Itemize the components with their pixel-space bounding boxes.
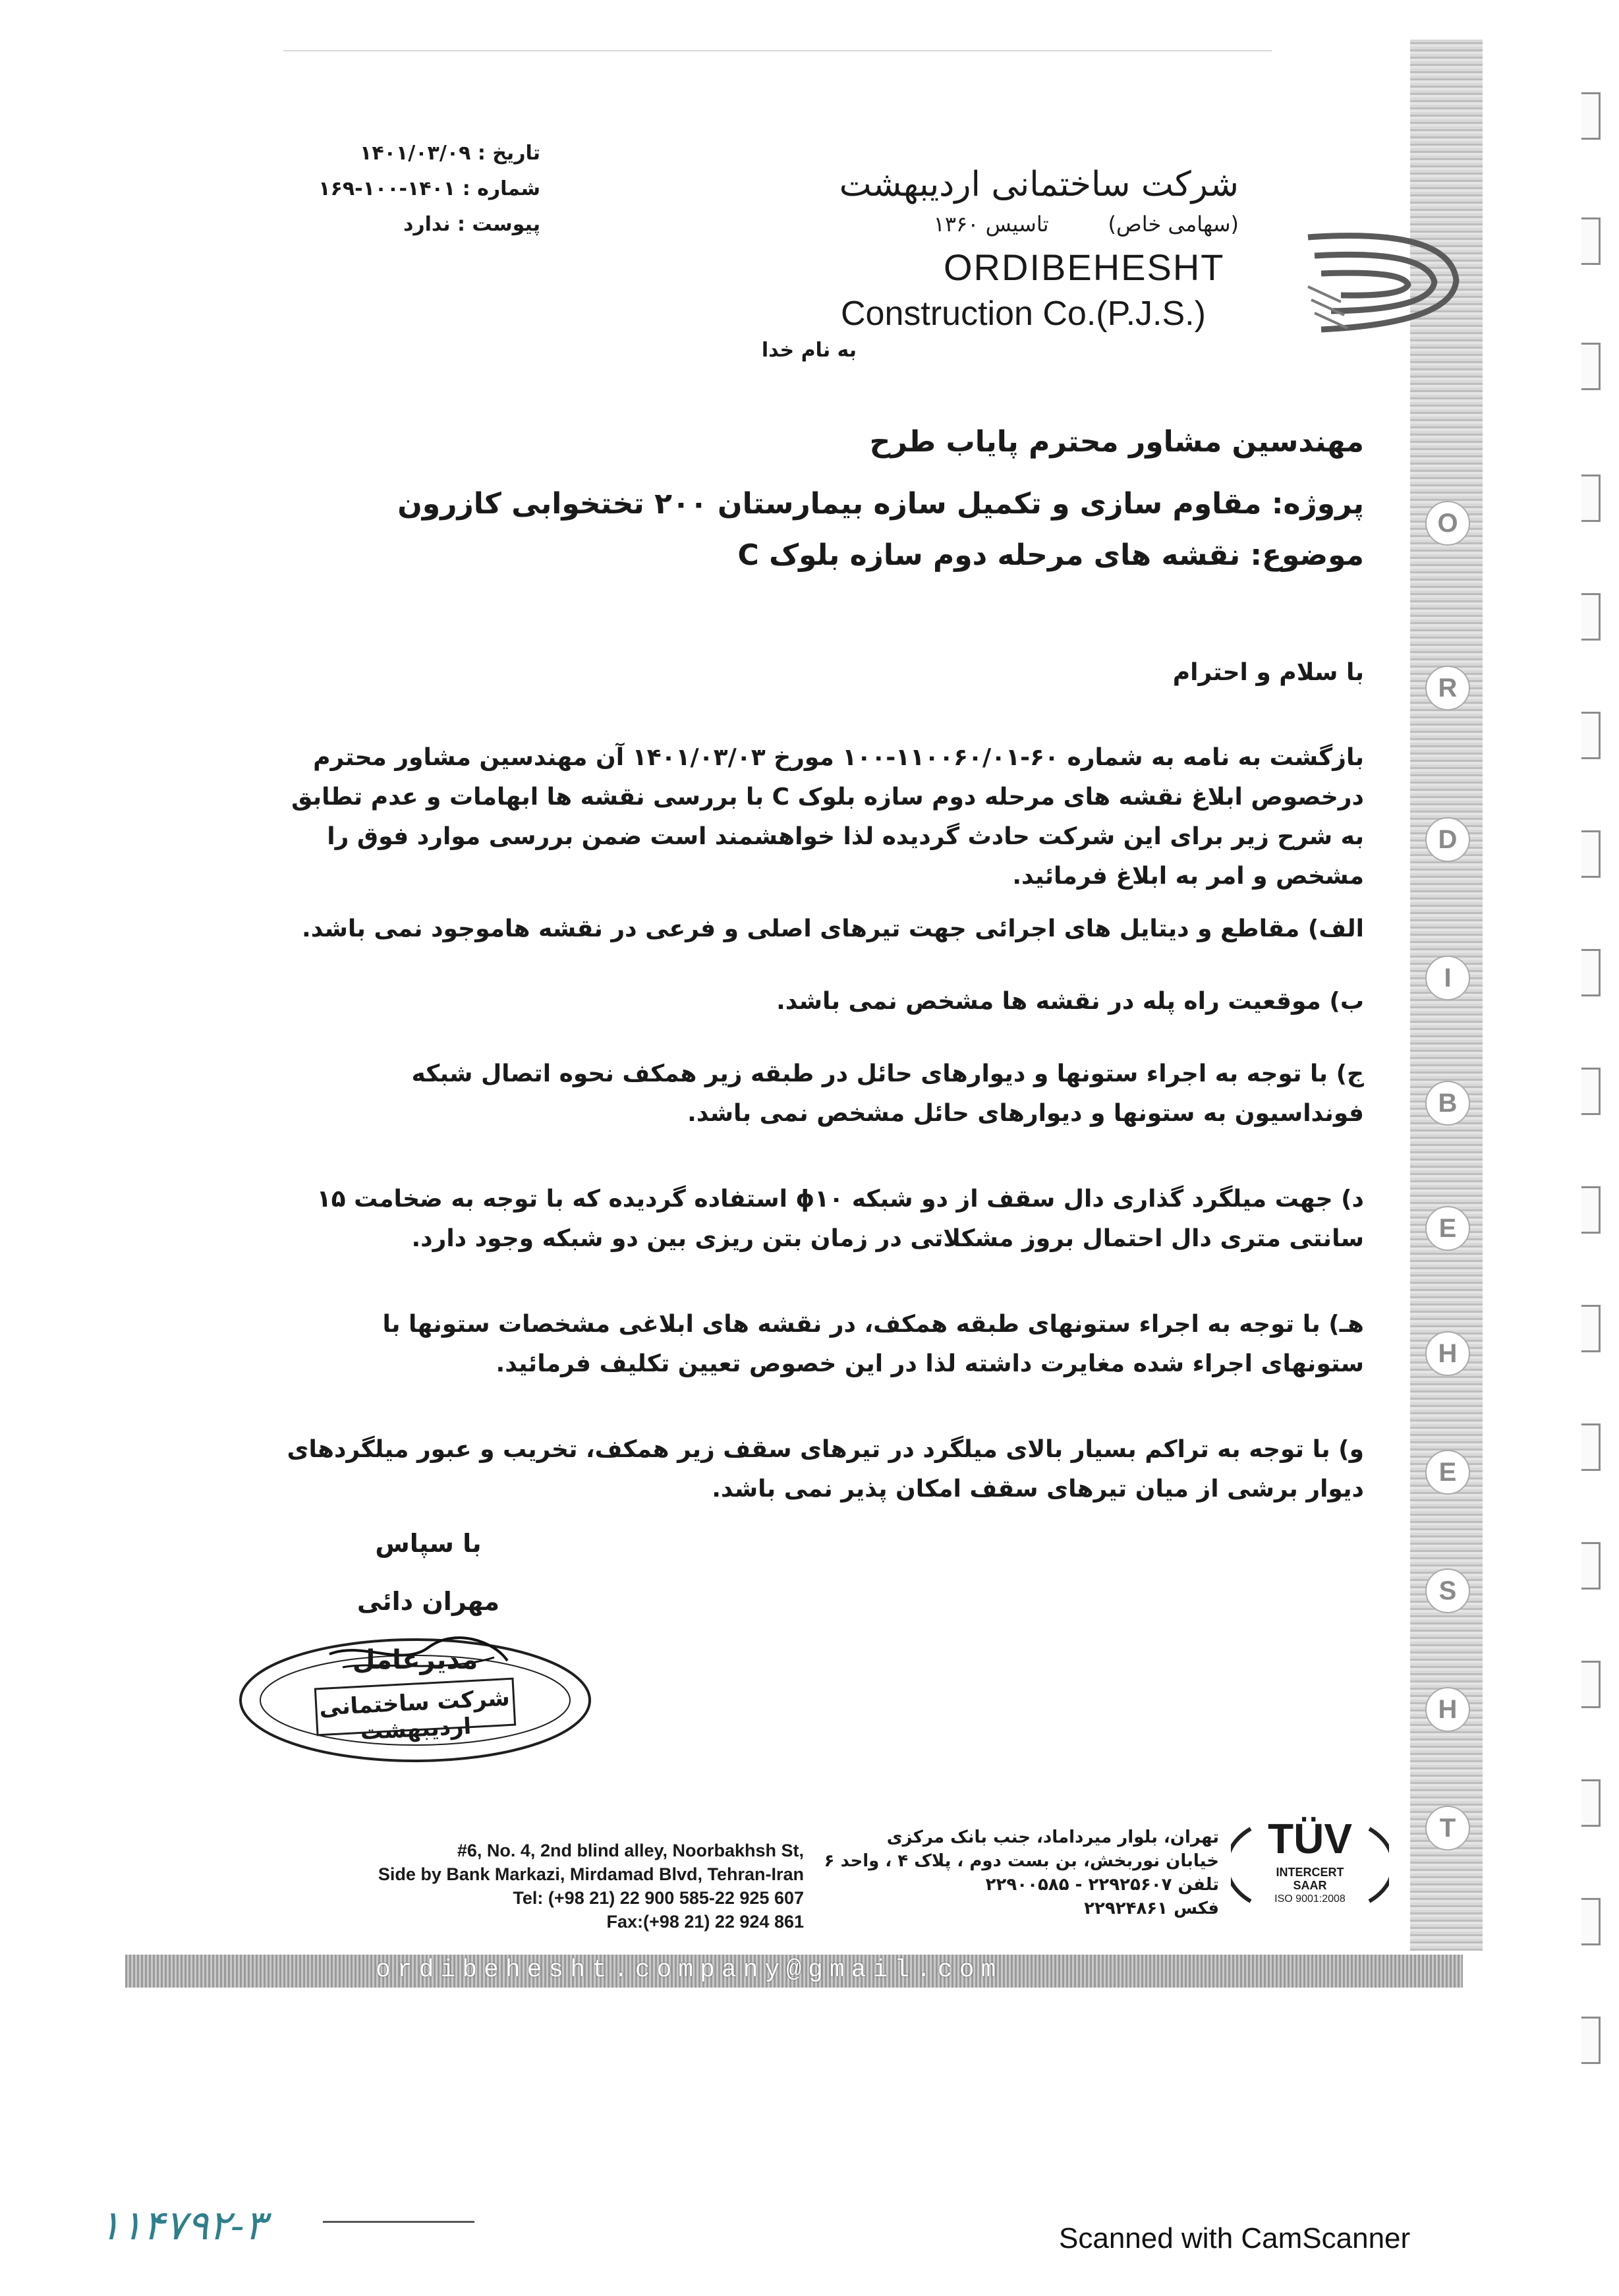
binder-hole — [1581, 1068, 1601, 1115]
subject-line: موضوع: نقشه های مرحله دوم سازه بلوک C — [737, 538, 1364, 572]
binder-hole — [1581, 1661, 1601, 1708]
signer-title: مدیرعامل — [352, 1645, 478, 1675]
letter-attachment: پیوست : ندارد — [403, 213, 540, 236]
side-letter: E — [1425, 1206, 1470, 1251]
company-stamp — [231, 1621, 600, 1779]
letter-meta — [277, 136, 540, 243]
footer-address-fa-2: خیابان نوربخش، بن بست دوم ، پلاک ۴ ، واحد ۶ — [824, 1851, 1219, 1871]
body-item-c: ج) با توجه به اجراء ستونها و دیوارهای حائل در طبقه زیر همکف نحوه اتصال شبکه فونداسیون به ستونها و دیوارهای حائل مشخص نمی باشد. — [411, 1060, 1364, 1127]
company-name-en-sub: Construction Co.(P.J.S.) — [841, 295, 1206, 333]
body-item-a: الف) مقاطع و دیتایل های اجرائی جهت تیرهای اصلی و فرعی در نقشه هاموجود نمی باشد. — [302, 915, 1364, 942]
side-letter: H — [1425, 1687, 1470, 1732]
company-logo — [1295, 224, 1473, 336]
binder-hole — [1581, 2017, 1601, 2064]
side-letter: O — [1425, 501, 1470, 546]
scanner-watermark: Scanned with CamScanner — [1059, 2222, 1411, 2254]
cert-brand: TÜV — [1268, 1815, 1352, 1862]
binder-hole — [1581, 474, 1601, 522]
company-type-line — [764, 210, 1239, 239]
footer-tel-fa: تلفن ۲۲۹۲۵۶۰۷ - ۲۲۹۰۰۵۸۵ — [985, 1875, 1219, 1895]
tuv-certification-logo — [1231, 1816, 1389, 1914]
bismillah: به نام خدا — [761, 339, 857, 362]
body-item-f: و) با توجه به تراکم بسیار بالای میلگرد در تیرهای سقف زیر همکف، تخریب و عبور میلگردهای دیوار برشی از میان تیرهای سقف امکان پذیر نمی باشد. — [287, 1436, 1364, 1503]
signer-name: مهران دائی — [356, 1587, 500, 1616]
company-type: (سهامی خاص) — [1108, 212, 1239, 237]
binder-hole — [1581, 712, 1601, 759]
footer-email: ordibehesht.company@gmail.com — [376, 1956, 1003, 1984]
project-line: پروژه: مقاوم سازی و تکمیل سازه بیمارستان ۲۰۰ تختخوابی کازرون — [397, 487, 1364, 521]
binder-hole — [1581, 92, 1601, 140]
binder-hole — [1581, 1779, 1601, 1827]
footer-email-bar — [125, 1955, 1463, 1988]
greeting: با سلام و احترام — [1172, 659, 1364, 686]
side-letter: B — [1425, 1081, 1470, 1126]
cert-line2: SAAR — [1293, 1879, 1327, 1892]
binder-hole — [1581, 949, 1601, 996]
side-letter: E — [1425, 1450, 1470, 1495]
company-founded: تاسیس ۱۳۶۰ — [933, 212, 1049, 237]
binder-hole — [1581, 593, 1601, 641]
binder-hole — [1581, 217, 1601, 265]
binder-hole — [1581, 1186, 1601, 1234]
footer-fax-fa: فکس ۲۲۹۲۴۸۶۱ — [1084, 1899, 1219, 1918]
side-letter: T — [1425, 1806, 1470, 1851]
body-intro: بازگشت به نامه به شماره ۶۰-۱۱۰۰۶۰/۰۱-۱۰۰ مورخ ۱۴۰۱/۰۳/۰۳ آن مهندسین مشاور محترم درخصوص ابلاغ نقشه های مرحله دوم سازه بلوک C با بررسی نقشه ها ابهامات و عدم تطابق به شرح زیر برای این شرکت حادث گردیده لذا خواهشمند است ضمن بررسی موارد فوق را مشخص و امر به ابلاغ فرمائید. — [291, 744, 1364, 890]
footer-address-en-1: #6, No. 4, 2nd blind alley, Noorbakhsh St, — [457, 1841, 804, 1860]
body-item-d: د) جهت میلگرد گذاری دال سقف از دو شبکه ϕ۱۰ استفاده گردیده که با توجه به ضخامت ۱۵ سانتی متری دال احتمال بروز مشکلاتی در زمان بتن ریزی بین دو شبکه وجود دارد. — [316, 1186, 1364, 1252]
handwritten-underline — [323, 2221, 474, 2223]
closing-thanks: با سپاس — [375, 1529, 482, 1558]
scan-artifact-top-line — [283, 50, 1272, 51]
footer-address-fa — [817, 1825, 1219, 1920]
footer-tel-en: Tel: (+98 21) 22 900 585-22 925 607 — [513, 1888, 804, 1908]
side-letter: R — [1425, 666, 1470, 710]
company-logo-icon — [1295, 224, 1473, 336]
handwritten-file-number: ۱۱۴۷۹۲-۳ — [99, 2201, 267, 2249]
binder-hole — [1581, 830, 1601, 878]
binder-hole — [1581, 1423, 1601, 1471]
binder-hole — [1581, 1542, 1601, 1590]
letter-number: شماره : ۱۴۰۱-۱۰۰-۱۶۹ — [318, 177, 540, 200]
cert-line1: INTERCERT — [1276, 1866, 1344, 1879]
binder-hole — [1581, 343, 1601, 390]
cert-iso: ISO 9001:2008 — [1274, 1893, 1346, 1905]
side-letter: H — [1425, 1331, 1470, 1376]
footer-fax-en: Fax:(+98 21) 22 924 861 — [606, 1912, 804, 1932]
binder-hole — [1581, 1898, 1601, 1945]
body-item-b: ب) موقعیت راه پله در نقشه ها مشخص نمی باشد. — [776, 988, 1364, 1015]
company-name-en: ORDIBEHESHT — [944, 246, 1225, 288]
footer-address-en-2: Side by Bank Markazi, Mirdamad Blvd, Tehran-Iran — [378, 1864, 804, 1884]
side-letter: I — [1425, 956, 1470, 1000]
recipient: مهندسین مشاور محترم پایاب طرح — [869, 425, 1364, 459]
footer-address-fa-1: تهران، بلوار میرداماد، جنب بانک مرکزی — [886, 1827, 1219, 1847]
side-letter: D — [1425, 817, 1470, 862]
body-item-e: هـ) با توجه به اجراء ستونهای طبقه همکف، در نقشه های ابلاغی مشخصات ستونها با ستونهای اجراء شده مغایرت داشته لذا در این خصوص تعیین تکلیف فرمائید. — [382, 1311, 1364, 1377]
side-letter: S — [1425, 1568, 1470, 1613]
footer-address-en — [283, 1839, 804, 1934]
binder-hole — [1581, 1305, 1601, 1352]
stamp-company-text: شرکت ساختمانی اردیبهشت — [318, 1684, 511, 1746]
letter-date: تاریخ : ۱۴۰۱/۰۳/۰۹ — [360, 142, 540, 165]
company-name-fa: شرکت ساختمانی اردیبهشت — [839, 165, 1239, 204]
